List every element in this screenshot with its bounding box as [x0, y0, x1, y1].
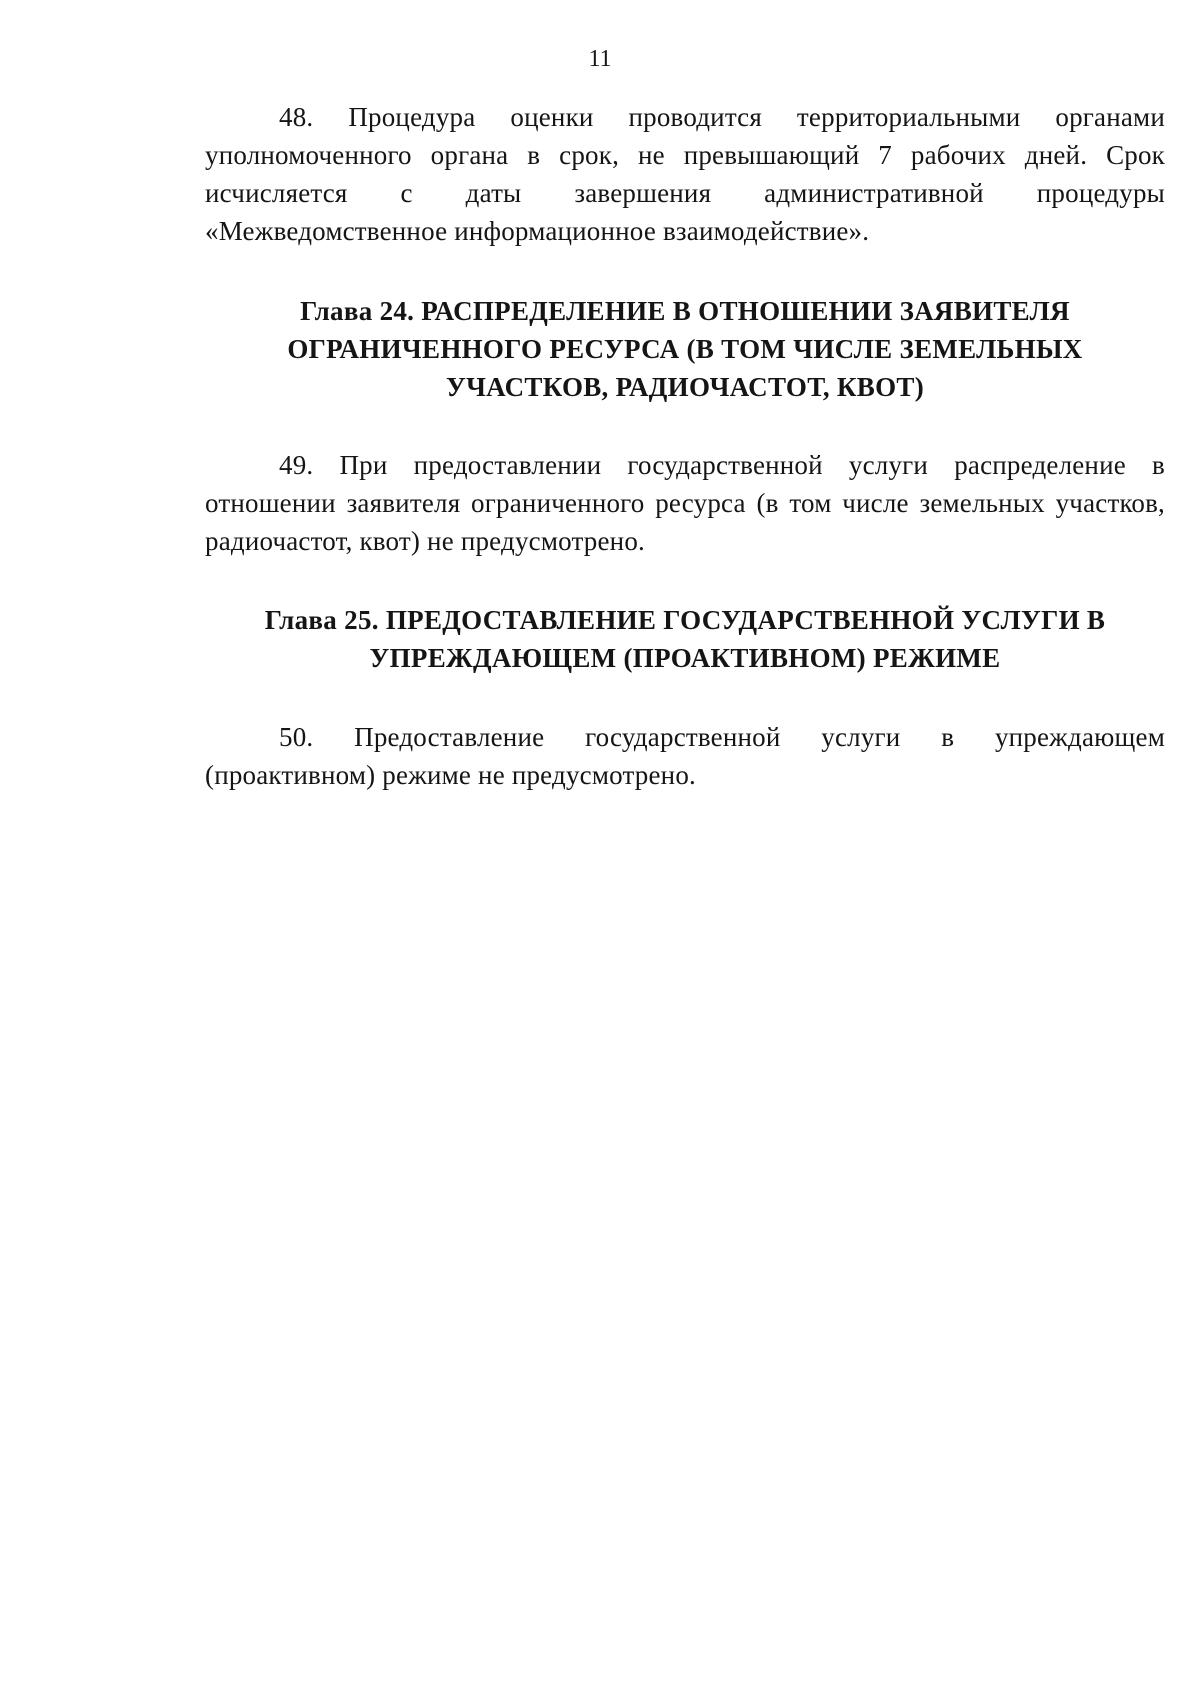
paragraph-48: 48. Процедура оценки проводится территориальными органами уполномоченного органа в срок, не превышающий 7 рабочих дней. Срок исчисляется с даты завершения административной процедуры «Межведомственное информационное взаимодействие». [205, 102, 1165, 246]
paragraph-50: 50. Предоставление государственной услуги в упреждающем (проактивном) режиме не предусмотрено. [205, 722, 1165, 790]
paragraph-49: 49. При предоставлении государственной услуги распределение в отношении заявителя ограниченного ресурса (в том числе земельных участков, радиочастот, квот) не предусмотрено. [205, 450, 1165, 556]
chapter-25-heading: Глава 25. ПРЕДОСТАВЛЕНИЕ ГОСУДАРСТВЕННОЙ УСЛУГИ В УПРЕЖДАЮЩЕМ (ПРОАКТИВНОМ) РЕЖИМЕ [264, 605, 1106, 673]
chapter-24-heading: Глава 24. РАСПРЕДЕЛЕНИЕ В ОТНОШЕНИИ ЗАЯВИТЕЛЯ ОГРАНИЧЕННОГО РЕСУРСА (В ТОМ ЧИСЛЕ ЗЕМЕЛЬНЫХ УЧАСТКОВ, РАДИОЧАСТОТ, КВОТ) [287, 296, 1083, 402]
page-number: 11 [588, 46, 612, 72]
document-body [205, 98, 1165, 794]
